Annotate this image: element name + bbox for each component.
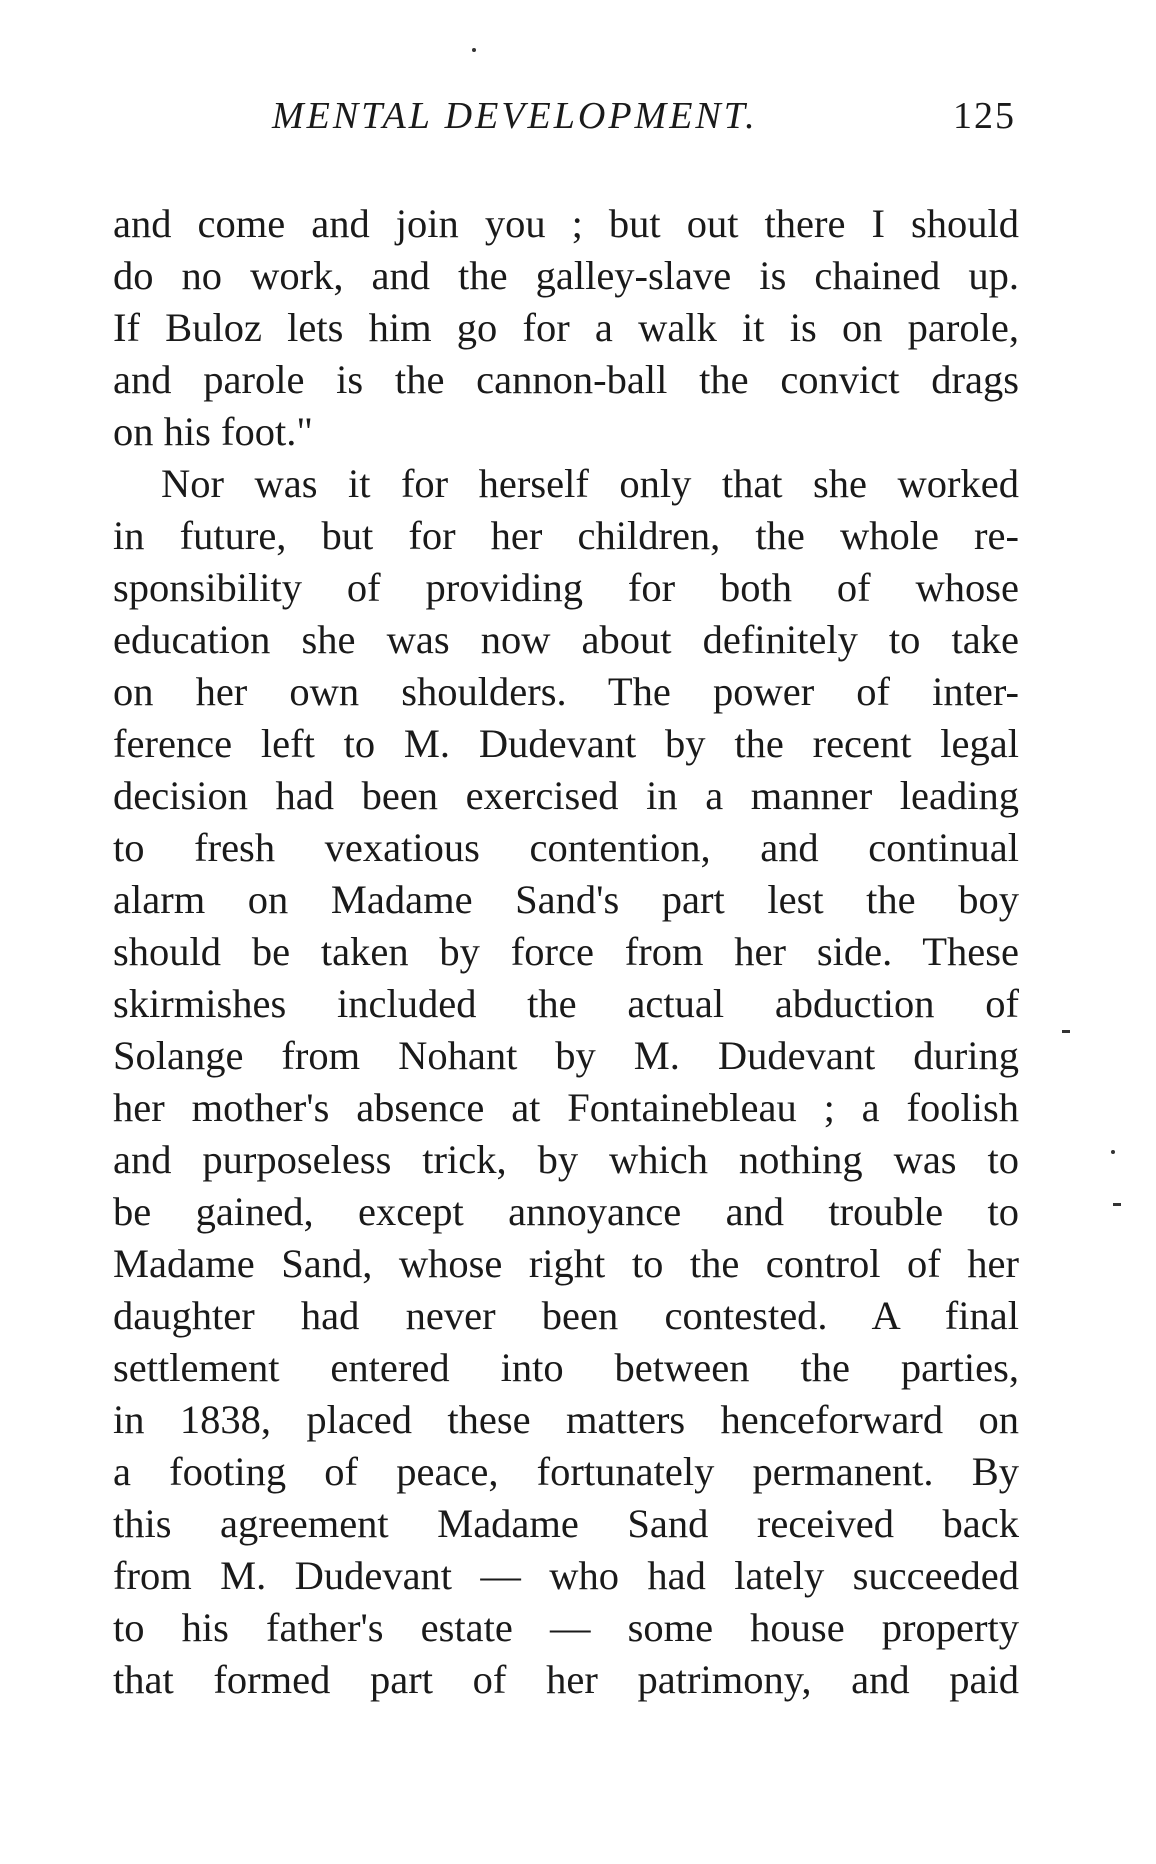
- text-line: to fresh vexatious contention, and continual: [113, 825, 1019, 870]
- text-line: sponsibility of providing for both of whose: [113, 565, 1019, 610]
- text-line: settlement entered into between the parties,: [113, 1345, 1019, 1390]
- text-line: daughter had never been contested. A final: [113, 1293, 1019, 1338]
- print-speck: [1111, 1150, 1115, 1154]
- page-number: 125: [953, 95, 1016, 137]
- text-line: decision had been exercised in a manner leading: [113, 773, 1019, 818]
- text-line: on his foot.": [113, 409, 313, 454]
- text-line: on her own shoulders. The power of inter-: [113, 669, 1019, 714]
- running-head: [0, 86, 1156, 146]
- print-speck: [1062, 1030, 1070, 1033]
- text-line: and purposeless trick, by which nothing was to: [113, 1137, 1019, 1182]
- text-line: ference left to M. Dudevant by the recent legal: [113, 721, 1019, 766]
- running-title: MENTAL DEVELOPMENT.: [272, 95, 758, 137]
- text-line: this agreement Madame Sand received back: [113, 1501, 1019, 1546]
- text-line: skirmishes included the actual abduction of: [113, 981, 1019, 1026]
- text-line: her mother's absence at Fontainebleau ; a foolish: [113, 1085, 1019, 1130]
- text-line: and parole is the cannon-ball the convict drags: [113, 357, 1019, 402]
- text-line: Madame Sand, whose right to the control of her: [113, 1241, 1019, 1286]
- text-line: in 1838, placed these matters henceforward on: [113, 1397, 1019, 1442]
- text-line: to his father's estate — some house property: [113, 1605, 1019, 1650]
- text-line: Solange from Nohant by M. Dudevant during: [113, 1033, 1019, 1078]
- text-line: Nor was it for herself only that she worked: [161, 461, 1019, 506]
- text-line: that formed part of her patrimony, and paid: [113, 1657, 1019, 1702]
- body-text: [113, 198, 1019, 1706]
- print-speck: [472, 48, 476, 52]
- text-line: If Buloz lets him go for a walk it is on parole,: [113, 305, 1019, 350]
- text-line: alarm on Madame Sand's part lest the boy: [113, 877, 1019, 922]
- text-line: a footing of peace, fortunately permanent. By: [113, 1449, 1019, 1494]
- print-speck: [1113, 1203, 1121, 1206]
- text-line: do no work, and the galley-slave is chained up.: [113, 253, 1019, 298]
- text-line: education she was now about definitely to take: [113, 617, 1019, 662]
- text-line: should be taken by force from her side. These: [113, 929, 1019, 974]
- text-line: in future, but for her children, the whole re-: [113, 513, 1019, 558]
- text-line: be gained, except annoyance and trouble to: [113, 1189, 1019, 1234]
- text-line: and come and join you ; but out there I should: [113, 201, 1019, 246]
- text-line: from M. Dudevant — who had lately succeeded: [113, 1553, 1019, 1598]
